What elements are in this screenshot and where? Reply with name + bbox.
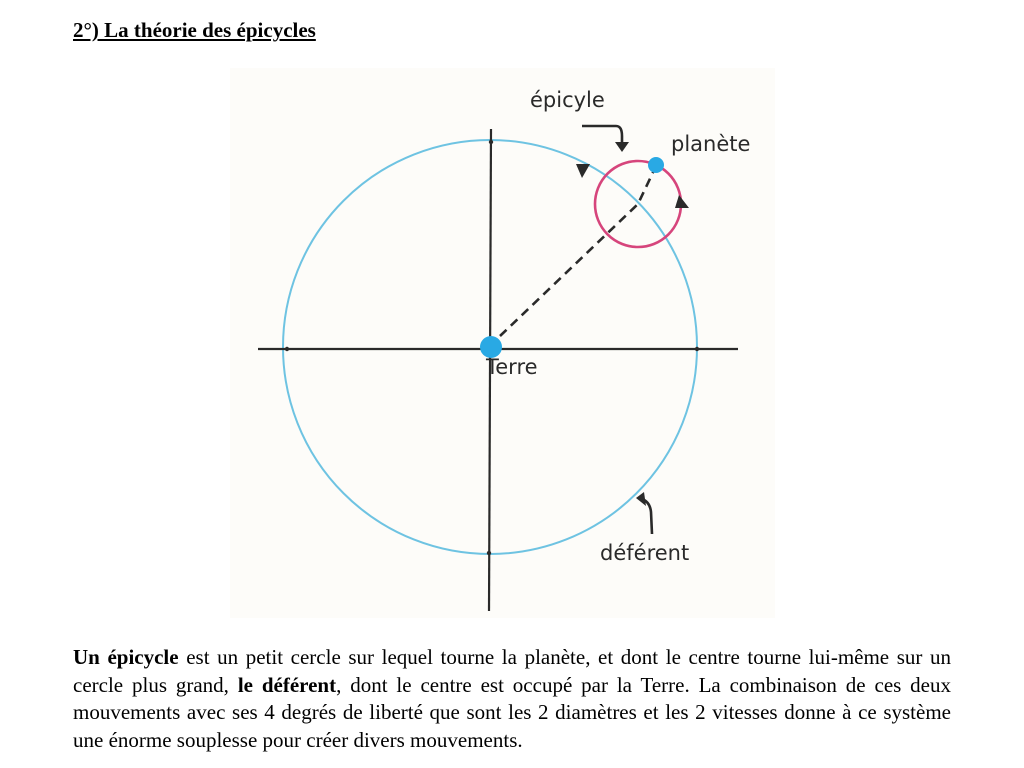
deferent-pointer-arrow-icon [642, 499, 652, 534]
caption-text-part1: est un petit cercle sur lequel tourne la planète, et dont le centre tourne lui-même sur un cercle plus grand, [73, 645, 951, 697]
caption-term-deferent: le déférent [237, 672, 337, 697]
epicycle-pointer-arrow-icon [582, 126, 622, 144]
deferent-pointer-arrowhead-icon [636, 492, 646, 506]
epicycle-diagram [230, 68, 775, 618]
caption-paragraph [73, 644, 951, 754]
caption-term-epicycle: Un épicycle [73, 645, 179, 669]
diagram-svg [230, 68, 775, 618]
epicycle-pointer-arrowhead-icon [615, 142, 629, 152]
label-epicycle: épicyle [530, 88, 605, 112]
axis-tick-top [489, 140, 493, 144]
epicycle-circle [595, 161, 681, 247]
deferent-direction-arrow-icon [576, 164, 590, 178]
planet-dot [648, 157, 664, 173]
axis-tick-left [285, 347, 289, 351]
label-deferent: déférent [600, 541, 690, 565]
axis-tick-right [695, 347, 699, 351]
label-earth: Terre [486, 355, 538, 379]
dashed-radius-line [500, 166, 656, 336]
section-heading: 2°) La théorie des épicycles [73, 18, 316, 42]
epicycle-direction-arrow-icon [675, 195, 689, 208]
caption-text-part2: , dont le centre est occupé par la Terre. La combinaison de ces deux mouvements avec ses 4 degrés de liberté que sont les 2 diamètres et les 2 vitesses donne à ce système une énorme souplesse pour créer divers mouvements. [73, 672, 952, 752]
axis-tick-bottom [487, 551, 491, 555]
label-planet: planète [671, 132, 751, 156]
